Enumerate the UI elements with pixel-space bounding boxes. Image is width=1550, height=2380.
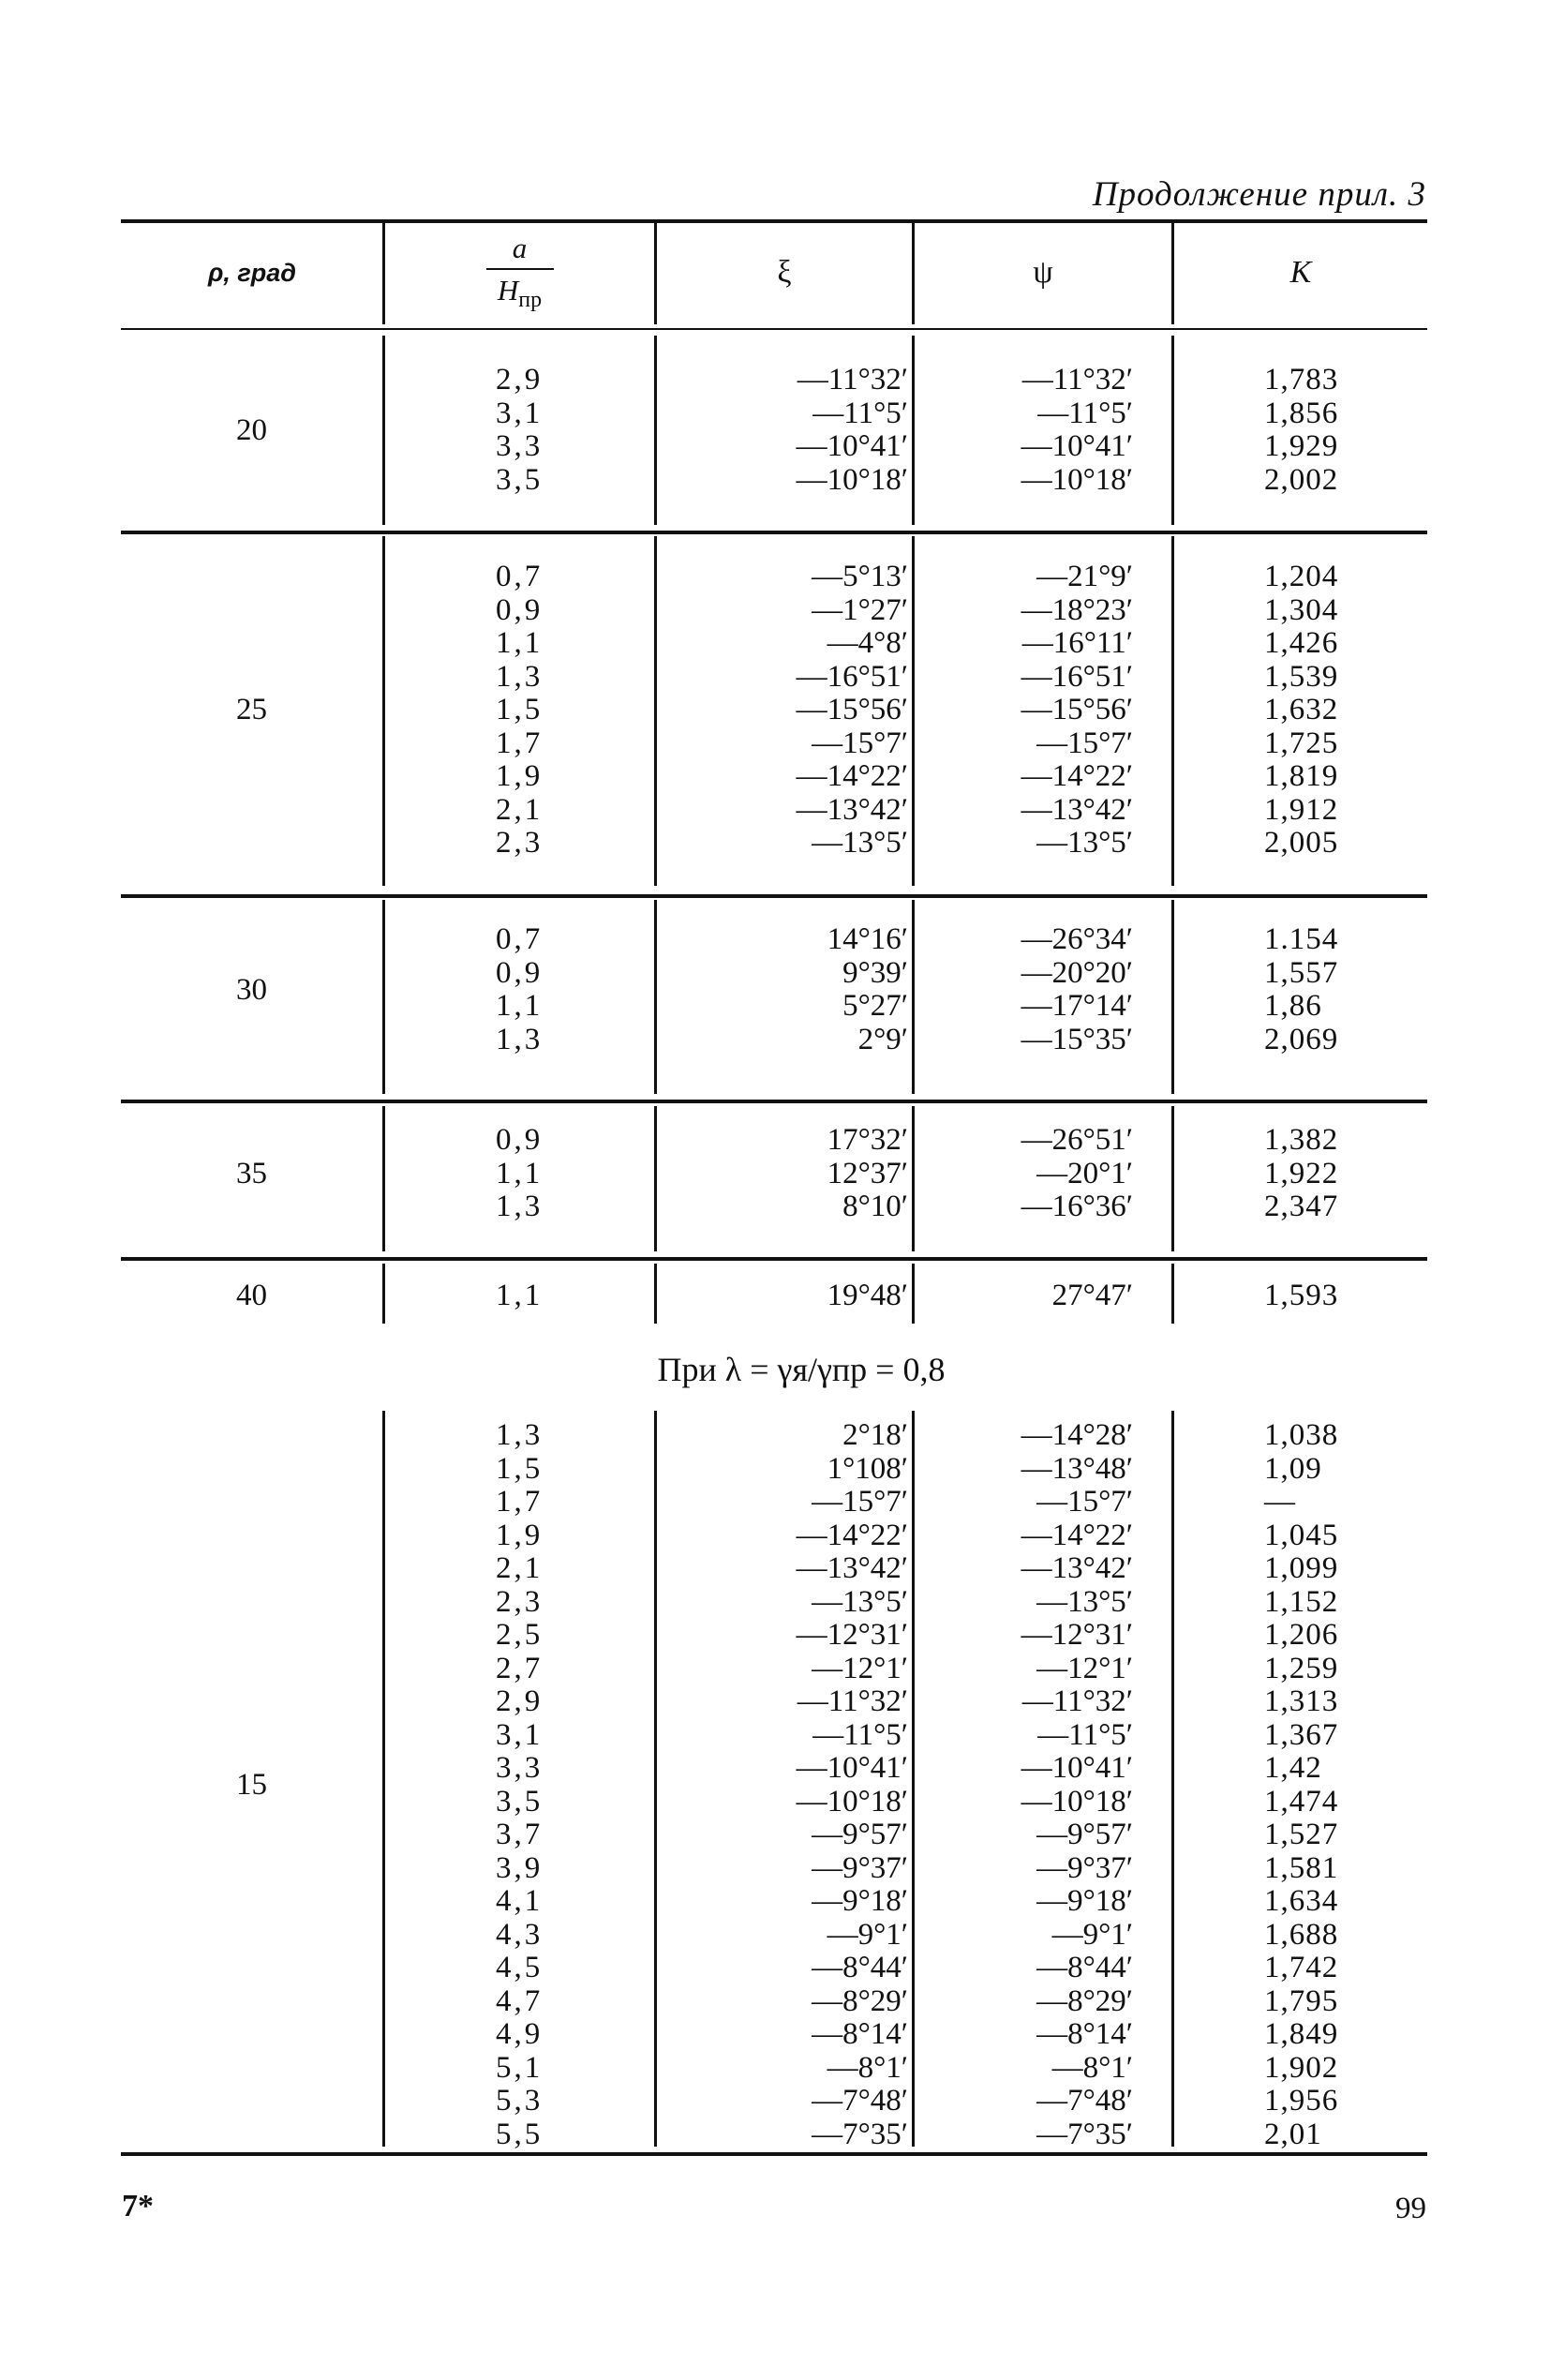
header-bottom-rule — [121, 328, 1427, 330]
xi-value: 2°9′ — [857, 1022, 908, 1056]
k-value: 2,069 — [1264, 1022, 1339, 1056]
psi-value: —7°35′ — [1036, 2117, 1133, 2151]
column-separator — [382, 1264, 385, 1324]
k-value: 1,206 — [1264, 1618, 1339, 1652]
a-ratio-value: 2,1 — [496, 1551, 544, 1585]
column-separator — [1171, 1264, 1174, 1324]
a-ratio-value: 2,5 — [496, 1618, 544, 1652]
column-separator — [1171, 223, 1174, 324]
k-column — [1264, 1419, 1338, 2151]
group-divider — [121, 531, 1427, 534]
xi-value: —15°7′ — [812, 1485, 908, 1519]
k-value: 1,539 — [1264, 659, 1339, 694]
a-ratio-value: 1,5 — [496, 693, 544, 726]
column-separator — [654, 336, 657, 525]
k-value: 1,912 — [1264, 792, 1339, 827]
k-value: 1,313 — [1264, 1684, 1339, 1718]
group-divider — [121, 1100, 1427, 1103]
row-group — [121, 1124, 1427, 1224]
psi-value: —10°41′ — [1021, 1751, 1133, 1785]
xi-value: 12°37′ — [827, 1156, 908, 1190]
a-column — [496, 1280, 543, 1313]
column-separator — [654, 900, 657, 1094]
xi-value: 17°32′ — [827, 1123, 908, 1157]
xi-value: —10°18′ — [796, 1784, 908, 1819]
row-group — [121, 1419, 1427, 2151]
a-ratio-value: 0,7 — [496, 560, 544, 593]
a-column — [496, 364, 543, 497]
psi-value: —20°20′ — [1021, 955, 1133, 990]
row-group — [121, 561, 1427, 861]
column-separator — [912, 223, 915, 324]
xi-value: —10°41′ — [796, 1751, 908, 1785]
psi-value: —8°14′ — [1036, 2017, 1133, 2051]
xi-value: —13°5′ — [812, 826, 908, 860]
k-value: 1,725 — [1264, 726, 1339, 760]
subheading-text: При λ = γя/γпр = 0,8 — [657, 1351, 946, 1388]
column-separator — [382, 1106, 385, 1251]
k-value: 1,86 — [1264, 989, 1322, 1023]
fraction-denominator-sub: пр — [518, 288, 543, 313]
table-bottom-rule — [121, 2152, 1427, 2156]
xi-value: —14°22′ — [796, 759, 908, 793]
a-ratio-value: 3,5 — [496, 1784, 544, 1819]
column-separator — [912, 1264, 915, 1324]
a-ratio-value: 5,5 — [496, 2117, 544, 2151]
k-column — [1264, 923, 1338, 1056]
psi-value: —16°11′ — [1021, 626, 1133, 660]
xi-value: —15°56′ — [796, 693, 908, 726]
xi-value: —13°42′ — [796, 1551, 908, 1585]
psi-value: —12°1′ — [1036, 1651, 1133, 1685]
k-value: 1,634 — [1264, 1884, 1339, 1918]
k-value: 1,426 — [1264, 626, 1339, 660]
a-ratio-value: 4,5 — [496, 1951, 544, 1984]
xi-value: —14°22′ — [796, 1518, 908, 1552]
k-value: 2,005 — [1264, 826, 1339, 860]
column-separator — [912, 536, 915, 886]
xi-value: —16°51′ — [796, 659, 908, 694]
k-column — [1264, 1280, 1338, 1313]
a-ratio-value: 1,3 — [496, 659, 544, 694]
column-separator — [1171, 1106, 1174, 1251]
a-ratio-value: 0,7 — [496, 922, 544, 956]
a-ratio-value: 1,7 — [496, 726, 544, 760]
k-column — [1264, 561, 1338, 861]
column-separator — [654, 1264, 657, 1324]
k-value: 1,581 — [1264, 1850, 1339, 1885]
rho-value: 35 — [236, 1156, 267, 1190]
k-value: 1,09 — [1264, 1451, 1322, 1486]
rho-value: 15 — [236, 1768, 267, 1802]
k-value: 1,688 — [1264, 1917, 1339, 1952]
a-ratio-value: 1,3 — [496, 1418, 544, 1452]
psi-value: —15°56′ — [1021, 693, 1133, 726]
psi-value: —26°34′ — [1021, 922, 1133, 956]
column-separator — [382, 336, 385, 525]
a-ratio-value: 3,3 — [496, 429, 544, 463]
a-ratio-value: 4,7 — [496, 1983, 544, 2018]
column-separator — [654, 536, 657, 886]
k-value: 1,956 — [1264, 2084, 1339, 2118]
a-ratio-value: 1,1 — [496, 989, 544, 1023]
k-value: 1,632 — [1264, 693, 1339, 726]
k-value: 1,557 — [1264, 955, 1339, 990]
header-k: K — [1289, 255, 1312, 290]
xi-value: —11°32′ — [797, 1684, 908, 1718]
fraction-denominator-symbol: H — [497, 274, 519, 307]
k-value: 1,367 — [1264, 1717, 1339, 1752]
column-separator — [912, 336, 915, 525]
psi-value: —13°48′ — [1021, 1451, 1133, 1486]
a-ratio-value: 1,9 — [496, 1518, 544, 1552]
xi-value: 8°10′ — [842, 1190, 908, 1223]
a-ratio-value: 4,9 — [496, 2017, 544, 2051]
xi-value: —7°35′ — [812, 2117, 908, 2151]
psi-value: —16°51′ — [1021, 659, 1133, 694]
xi-value: —9°18′ — [812, 1884, 908, 1918]
a-ratio-value: 0,9 — [496, 1123, 544, 1157]
xi-value: —8°1′ — [827, 2050, 908, 2085]
k-value: 1,795 — [1264, 1983, 1339, 2018]
psi-value: —16°36′ — [1021, 1190, 1133, 1223]
xi-value: —12°1′ — [812, 1651, 908, 1685]
k-value: 1,849 — [1264, 2017, 1339, 2051]
xi-value: —1°27′ — [812, 592, 908, 627]
a-ratio-value: 2,9 — [496, 363, 544, 397]
psi-column — [946, 561, 1133, 861]
column-separator — [382, 223, 385, 324]
column-separator — [1171, 900, 1174, 1094]
xi-column — [721, 1419, 908, 2151]
psi-value: —11°5′ — [1037, 396, 1133, 430]
row-group — [121, 923, 1427, 1056]
k-value: 1,819 — [1264, 759, 1339, 793]
k-value: 1,152 — [1264, 1584, 1339, 1619]
k-value: 1,527 — [1264, 1818, 1339, 1851]
xi-column — [721, 1124, 908, 1224]
xi-column — [721, 923, 908, 1056]
rho-value: 40 — [236, 1279, 267, 1313]
a-column — [496, 1419, 543, 2151]
psi-value: 27°47′ — [1051, 1279, 1133, 1312]
k-value: 2,002 — [1264, 462, 1339, 497]
psi-column — [946, 1280, 1133, 1313]
a-ratio-value: 2,7 — [496, 1651, 544, 1685]
a-ratio-value: 1,5 — [496, 1451, 544, 1486]
column-separator — [1171, 336, 1174, 525]
a-ratio-value: 1,1 — [496, 1156, 544, 1190]
xi-value: —11°5′ — [812, 396, 908, 430]
xi-value: —8°29′ — [812, 1983, 908, 2018]
psi-value: —10°18′ — [1021, 1784, 1133, 1819]
a-ratio-value: 0,9 — [496, 592, 544, 627]
xi-value: —11°32′ — [797, 363, 908, 397]
group-divider — [121, 1257, 1427, 1261]
a-ratio-value: 2,1 — [496, 792, 544, 827]
k-value: 1,922 — [1264, 1156, 1339, 1190]
column-separator — [382, 900, 385, 1094]
psi-value: —20°1′ — [1036, 1156, 1133, 1190]
a-ratio-value: 0,9 — [496, 955, 544, 990]
psi-value: —10°18′ — [1021, 462, 1133, 497]
psi-value: —9°57′ — [1036, 1818, 1133, 1851]
column-separator — [1171, 1411, 1174, 2147]
rho-value: 30 — [236, 972, 267, 1007]
k-value: 1,474 — [1264, 1784, 1339, 1819]
psi-value: —15°7′ — [1036, 1485, 1133, 1519]
column-separator — [1171, 536, 1174, 886]
a-ratio-value: 1,1 — [496, 626, 544, 660]
column-separator — [382, 536, 385, 886]
psi-value: —9°37′ — [1036, 1850, 1133, 1885]
footer-signature-mark: 7* — [122, 2189, 154, 2223]
psi-value: —12°31′ — [1021, 1618, 1133, 1652]
a-ratio-value: 3,1 — [496, 1717, 544, 1752]
k-value: 1,382 — [1264, 1123, 1339, 1157]
psi-value: —13°5′ — [1036, 826, 1133, 860]
psi-value: —8°1′ — [1051, 2050, 1133, 2085]
xi-value: —13°42′ — [796, 792, 908, 827]
xi-value: —9°1′ — [827, 1917, 908, 1952]
a-ratio-value: 1,3 — [496, 1022, 544, 1056]
a-ratio-value: 4,1 — [496, 1884, 544, 1918]
k-value: 1,304 — [1264, 592, 1339, 627]
a-ratio-value: 3,1 — [496, 396, 544, 430]
column-separator — [654, 1411, 657, 2147]
xi-value: —5°13′ — [812, 560, 908, 593]
column-separator — [912, 1106, 915, 1251]
page-header: Продолжение прил. 3 — [1092, 175, 1426, 214]
xi-value: —4°8′ — [827, 626, 908, 660]
a-ratio-value: 3,9 — [496, 1850, 544, 1885]
page-number: 99 — [1395, 2192, 1426, 2225]
column-separator — [382, 1411, 385, 2147]
a-ratio-value: 2,3 — [496, 1584, 544, 1619]
a-column — [496, 1124, 543, 1224]
header-xi: ξ — [777, 255, 792, 290]
rho-value: 20 — [236, 412, 267, 447]
psi-value: —8°44′ — [1036, 1951, 1133, 1984]
fraction-denominator — [498, 276, 542, 311]
k-column — [1264, 1124, 1338, 1224]
psi-column — [946, 1124, 1133, 1224]
k-value: 1,045 — [1264, 1518, 1339, 1552]
psi-value: —13°42′ — [1021, 792, 1133, 827]
psi-value: —9°18′ — [1036, 1884, 1133, 1918]
k-value: 1,038 — [1264, 1418, 1339, 1452]
k-value: 1,593 — [1264, 1279, 1339, 1312]
a-ratio-value: 1,7 — [496, 1485, 544, 1519]
a-ratio-value: 5,3 — [496, 2084, 544, 2118]
k-value: 1.154 — [1264, 922, 1339, 956]
psi-value: —11°32′ — [1021, 1684, 1133, 1718]
xi-value: —8°14′ — [812, 2017, 908, 2051]
psi-column — [946, 1419, 1133, 2151]
psi-value: —15°35′ — [1021, 1022, 1133, 1056]
xi-value: 1°108′ — [827, 1451, 908, 1486]
psi-value: —26°51′ — [1021, 1123, 1133, 1157]
a-ratio-value: 3,3 — [496, 1751, 544, 1785]
k-value: 1,929 — [1264, 429, 1339, 463]
group-divider — [121, 894, 1427, 898]
row-group — [121, 364, 1427, 497]
psi-value: —14°28′ — [1021, 1418, 1133, 1452]
fraction-numerator: a — [512, 232, 528, 265]
xi-value: 2°18′ — [842, 1418, 908, 1452]
psi-value: —14°22′ — [1021, 759, 1133, 793]
a-ratio-value: 5,1 — [496, 2050, 544, 2085]
psi-value: —21°9′ — [1036, 560, 1133, 593]
xi-value: —8°44′ — [812, 1951, 908, 1984]
psi-value: —11°32′ — [1021, 363, 1133, 397]
k-column — [1264, 364, 1338, 497]
xi-value: —15°7′ — [812, 726, 908, 760]
k-value: 1,204 — [1264, 560, 1339, 593]
xi-value: —9°37′ — [812, 1850, 908, 1885]
column-separator — [654, 1106, 657, 1251]
psi-column — [946, 923, 1133, 1056]
psi-value: —9°1′ — [1051, 1917, 1133, 1952]
k-value: 2,01 — [1264, 2117, 1322, 2151]
a-ratio-value: 3,7 — [496, 1818, 544, 1851]
xi-value: —10°18′ — [796, 462, 908, 497]
k-value: 1,856 — [1264, 396, 1339, 430]
psi-value: —17°14′ — [1021, 989, 1133, 1023]
a-ratio-value: 2,9 — [496, 1684, 544, 1718]
k-value: 2,347 — [1264, 1190, 1339, 1223]
psi-value: —11°5′ — [1037, 1717, 1133, 1752]
k-value: 1,742 — [1264, 1951, 1339, 1984]
a-ratio-value: 1,9 — [496, 759, 544, 793]
psi-value: —10°41′ — [1021, 429, 1133, 463]
a-ratio-value: 2,3 — [496, 826, 544, 860]
column-separator — [912, 1411, 915, 2147]
a-ratio-value: 1,1 — [496, 1279, 544, 1312]
k-value: 1,099 — [1264, 1551, 1339, 1585]
k-value: 1,42 — [1264, 1751, 1322, 1785]
rho-value: 25 — [236, 693, 267, 727]
row-group — [121, 1280, 1427, 1313]
psi-value: —8°29′ — [1036, 1983, 1133, 2018]
psi-column — [946, 364, 1133, 497]
xi-column — [721, 1280, 908, 1313]
xi-value: —10°41′ — [796, 429, 908, 463]
xi-value: 5°27′ — [842, 989, 908, 1023]
psi-value: —15°7′ — [1036, 726, 1133, 760]
k-value: 1,902 — [1264, 2050, 1339, 2085]
psi-value: —13°42′ — [1021, 1551, 1133, 1585]
psi-value: —7°48′ — [1036, 2084, 1133, 2118]
column-separator — [912, 900, 915, 1094]
a-ratio-value: 4,3 — [496, 1917, 544, 1952]
a-ratio-value: 1,3 — [496, 1190, 544, 1223]
a-column — [496, 561, 543, 861]
a-ratio-value: 3,5 — [496, 462, 544, 497]
subheading — [0, 1350, 1550, 1389]
a-column — [496, 923, 543, 1056]
xi-value: —7°48′ — [812, 2084, 908, 2118]
header-rho: ρ, град — [208, 258, 296, 287]
header-psi: ψ — [1033, 255, 1053, 290]
fraction-bar — [486, 268, 554, 270]
k-value: — — [1264, 1485, 1296, 1519]
xi-value: 14°16′ — [827, 922, 908, 956]
xi-column — [721, 561, 908, 861]
header-a-over-h — [385, 217, 654, 328]
xi-value: —13°5′ — [812, 1584, 908, 1619]
xi-value: 19°48′ — [827, 1279, 908, 1312]
psi-value: —14°22′ — [1021, 1518, 1133, 1552]
xi-value: —12°31′ — [796, 1618, 908, 1652]
column-separator — [654, 223, 657, 324]
k-value: 1,259 — [1264, 1651, 1339, 1685]
xi-value: —11°5′ — [812, 1717, 908, 1752]
xi-column — [721, 364, 908, 497]
psi-value: —13°5′ — [1036, 1584, 1133, 1619]
xi-value: —9°57′ — [812, 1818, 908, 1851]
k-value: 1,783 — [1264, 363, 1339, 397]
xi-value: 9°39′ — [842, 955, 908, 990]
psi-value: —18°23′ — [1021, 592, 1133, 627]
